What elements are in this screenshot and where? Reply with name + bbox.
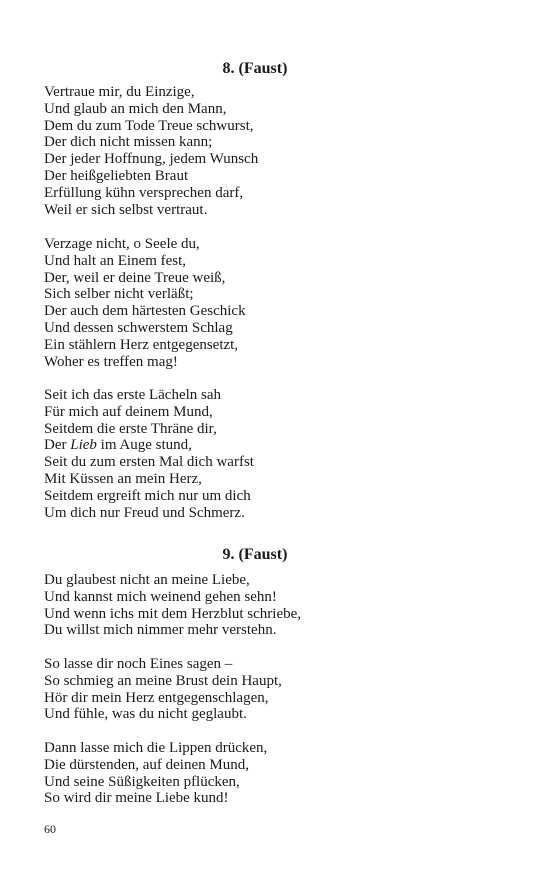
poem-line: So lasse dir noch Eines sagen – [44, 656, 233, 672]
poem-line: Dem du zum Tode Treue schwurst, [44, 117, 254, 134]
poem-line: Erfüllung kühn versprechen darf, [44, 184, 244, 201]
poem-line: Und wenn ichs mit dem Herzblut schriebe, [44, 605, 302, 622]
poem-line: Der heißgeliebten Braut [44, 167, 189, 184]
stanza [44, 236, 246, 370]
poem-line: Seitdem die erste Thräne dir, [44, 420, 217, 437]
poem-line: Hör dir mein Herz entgegenschlagen, [44, 689, 269, 706]
poem-line: Sich selber nicht verläßt; [44, 286, 194, 303]
page-number: 60 [44, 822, 56, 836]
poem-line: Und fühle, was du nicht geglaubt. [44, 706, 247, 723]
poem-line: Seit du zum ersten Mal dich warfst [44, 454, 254, 471]
poem-line: Seitdem ergreift mich nur um dich [44, 487, 251, 504]
poem-line: Vertraue mir, du Einzige, [44, 84, 195, 100]
poem-line: Und kannst mich weinend gehen sehn! [44, 588, 277, 605]
stanza [44, 740, 267, 807]
poem-line: Für mich auf deinem Mund, [44, 403, 213, 420]
stanza [44, 84, 258, 218]
poem-title: 8. (Faust) [222, 60, 288, 77]
poem-line: Und dessen schwerstem Schlag [44, 319, 233, 336]
poem-line: Ein stählern Herz entgegensetzt, [44, 336, 239, 353]
poem-title: 9. (Faust) [222, 546, 288, 563]
poem-line: Seit ich das erste Lächeln sah [44, 387, 222, 403]
poem-line: Woher es treffen mag! [44, 353, 178, 370]
poem-line: Der dich nicht missen kann; [44, 134, 213, 151]
poem-line: Verzage nicht, o Seele du, [44, 236, 200, 252]
poem-line: Weil er sich selbst vertraut. [44, 201, 208, 218]
emphasized-word: Lieb [70, 437, 97, 454]
poem-line: So schmieg an meine Brust dein Haupt, [44, 672, 282, 689]
poem-line: Und halt an Einem fest, [44, 252, 187, 269]
poem-line: Und seine Süßigkeiten pflücken, [44, 773, 240, 790]
poem-line: Um dich nur Freud und Schmerz. [44, 504, 245, 521]
stanza [44, 572, 301, 639]
poem-line: Dann lasse mich die Lippen drücken, [44, 740, 268, 756]
poem-line: Mit Küssen an mein Herz, [44, 470, 202, 487]
poem-line: Die dürstenden, auf deinen Mund, [44, 756, 249, 773]
poem-line: Du glaubest nicht an meine Liebe, [44, 572, 250, 588]
poem-line: Und glaub an mich den Mann, [44, 100, 227, 117]
poem-line: Du willst mich nimmer mehr verstehn. [44, 622, 277, 639]
stanza [44, 387, 254, 521]
poem-line: Der Lieb im Auge stund, [44, 437, 192, 454]
poem-line: Der, weil er deine Treue weiß, [44, 269, 226, 286]
poem-line: Der jeder Hoffnung, jedem Wunsch [44, 151, 259, 168]
poem-line: So wird dir meine Liebe kund! [44, 790, 229, 807]
stanza [44, 656, 282, 723]
poem-line: Der auch dem härtesten Geschick [44, 303, 246, 320]
